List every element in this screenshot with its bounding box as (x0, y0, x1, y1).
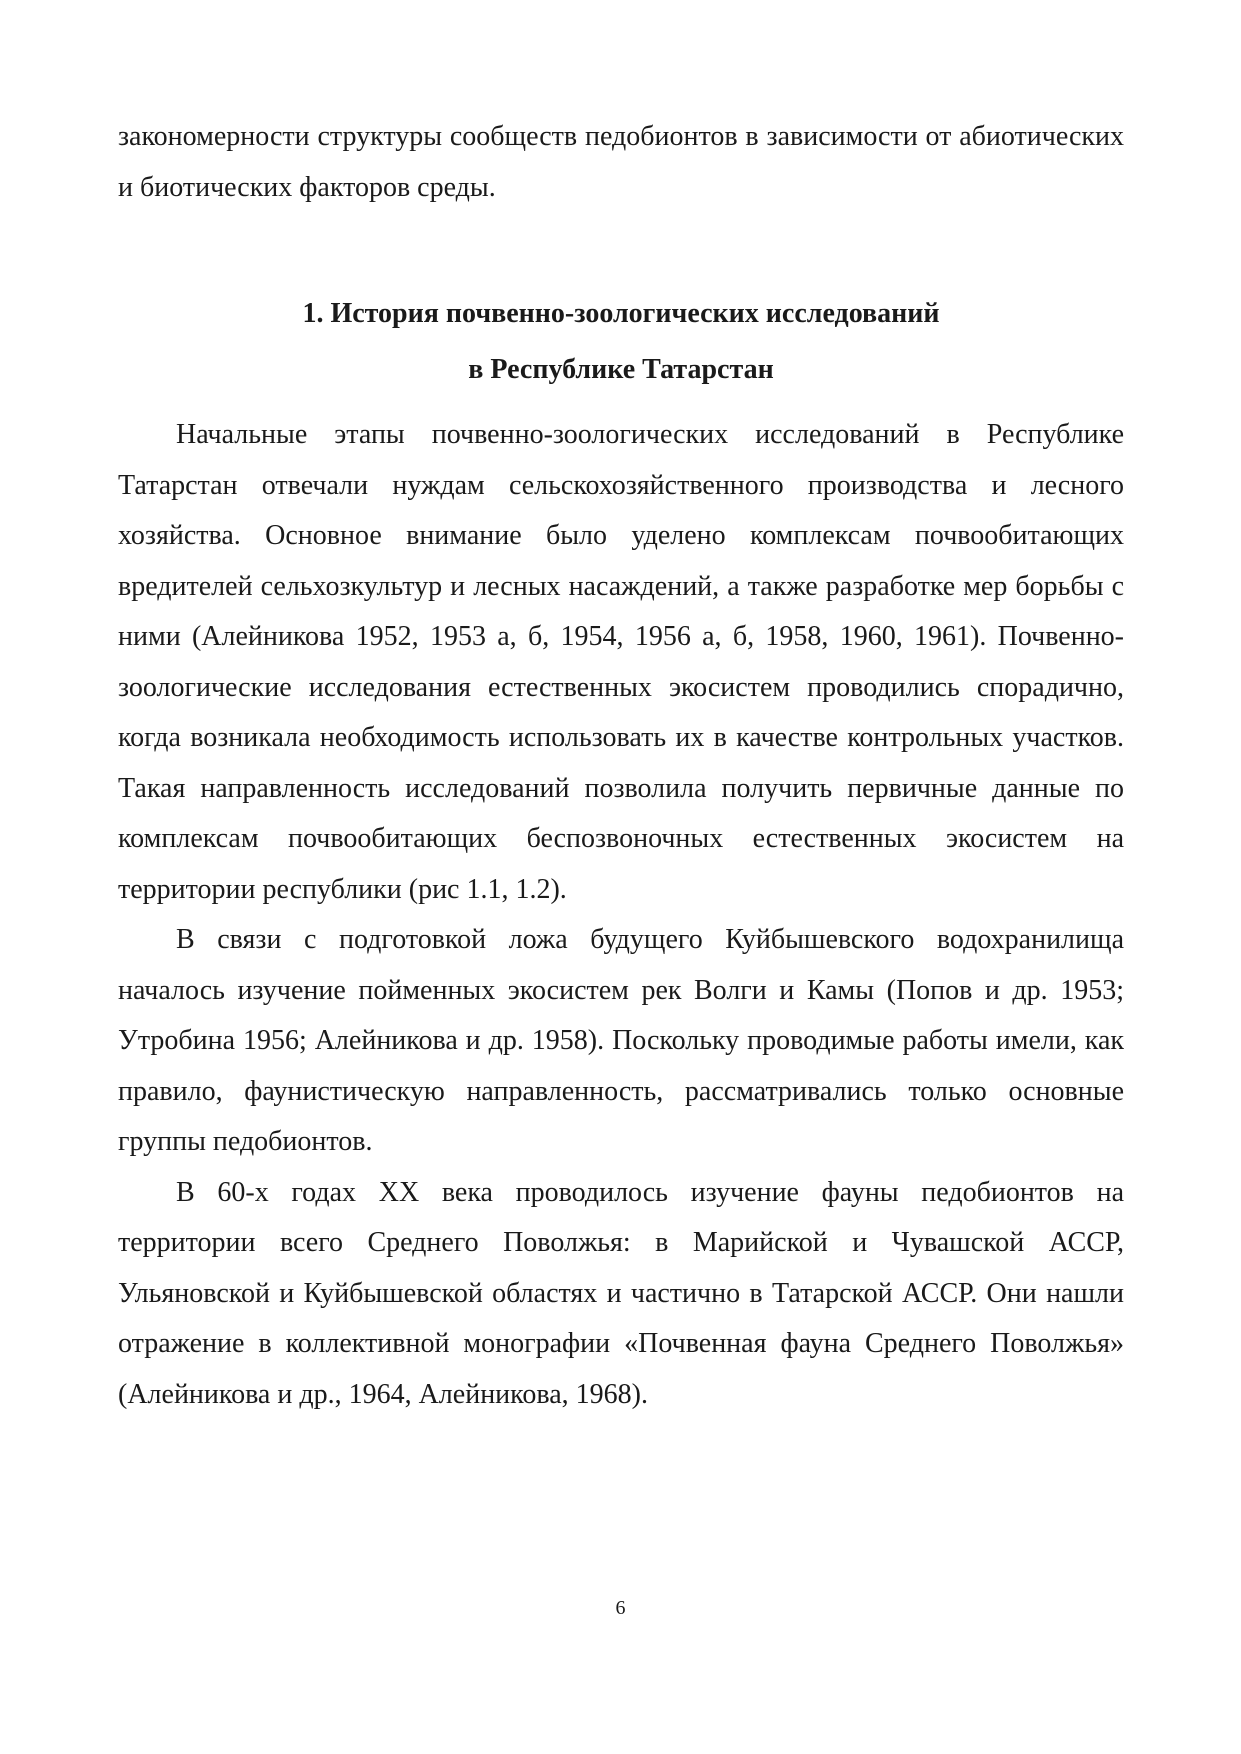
continuation-text-block (118, 112, 1124, 213)
section-heading-line-1: 1. История почвенно-зоологических исследований (302, 298, 940, 329)
body-paragraph-1: Начальные этапы почвенно-зоологических исследований в Республике Татарстан отвечали нуждам сельскохозяйственного производства и лесного хозяйства. Основное внимание было уделено комплексам почвообитающих вредителей сельхозкультур и лесных насаждений, а также разработке мер борьбы с ними (Алейникова 1952, 1953 а, б, 1954, 1956 а, б, 1958, 1960, 1961). Почвенно-зоологические исследования естественных экосистем проводились спорадично, когда возникала необходимость использовать их в качестве контрольных участков. Такая направленность исследований позволила получить первичные данные по комплексам почвообитающих беспозвоночных естественных экосистем на территории республики (рис 1.1, 1.2). (118, 419, 1124, 905)
page-number: 6 (615, 1597, 626, 1619)
body-paragraph-3: В 60-х годах XX века проводилось изучение фауны педобионтов на территории всего Среднего Поволжья: в Марийской и Чувашской АССР, Ульяновской и Куйбышевской областях и частично в Татарской АССР. Они нашли отражение в коллективной монографии «Почвенная фауна Среднего Поволжья» (Алейникова и др., 1964, Алейникова, 1968). (118, 1176, 1124, 1410)
section-heading-line-2: в Республике Татарстан (468, 354, 774, 385)
continuation-paragraph: закономерности структуры сообществ педобионтов в зависимости от абиотических и биотических факторов среды. (118, 121, 1124, 203)
section-heading (118, 286, 1124, 398)
body-paragraph-2: В связи с подготовкой ложа будущего Куйбышевского водохранилища началось изучение пойменных экосистем рек Волги и Камы (Попов и др. 1953; Утробина 1956; Алейникова и др. 1958). Поскольку проводимые работы имели, как правило, фаунистическую направленность, рассматривались только основные группы педобионтов. (118, 924, 1124, 1157)
body-text-block (118, 410, 1124, 1420)
